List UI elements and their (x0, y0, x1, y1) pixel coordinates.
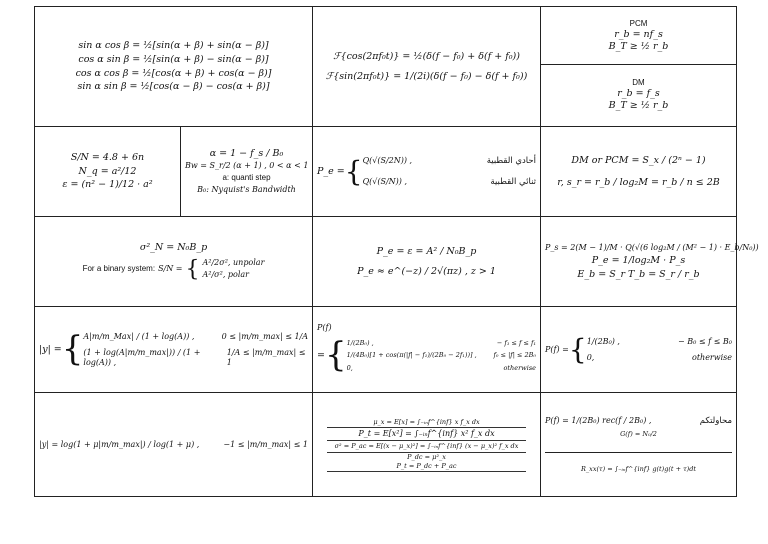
bw-line-2: Bw = S_r/2 (α + 1) , 0 < α < 1 (185, 161, 309, 171)
a-law-cell (35, 307, 313, 393)
moments-cell (313, 393, 541, 497)
psd-line-3: R_xx(τ) = ∫₋ᵢₙf^{inf} g(t)g(t + τ)dt (581, 465, 696, 474)
pe-cases-cell (313, 127, 541, 217)
trig-identities-cell (35, 7, 313, 127)
mary-cell (541, 217, 759, 307)
pe-label-2: ثنائي القطبية (490, 176, 537, 187)
rect-cond-1: − B₀ ≤ f ≤ B₀ (678, 336, 733, 346)
rect-cond-2: otherwise (692, 352, 733, 362)
noise-prefix: For a binary system: (82, 264, 156, 274)
dm-line-2: B_T ≥ ½ r_b (608, 100, 669, 111)
raised-case-1: 1/(2B₀) , (346, 339, 374, 348)
bw-line-3: a: quanti step (222, 173, 271, 183)
dm-pcm-cell (541, 127, 737, 217)
psd-line-2: G(f) = N₀/2 (620, 430, 657, 439)
snr-line-3: ε = (n² − 1)/12 · a² (62, 179, 153, 191)
pe-exp-line-2: P_e ≈ e^(−z) / 2√(πz) , z > 1 (357, 265, 496, 277)
trig-identity-3: cos α cos β = ½[cos(α + β) + cos(α − β)] (75, 67, 272, 79)
snr-line-2: N_q = a²/12 (78, 165, 137, 177)
mulaw-cond: −1 ≤ |m/m_max| ≤ 1 (223, 439, 309, 449)
formula-sheet (34, 6, 759, 496)
snr-cell (35, 127, 181, 217)
formula-table (34, 6, 759, 497)
alaw-cond-2: 1/A ≤ |m/m_max| ≤ 1 (226, 347, 306, 367)
alaw-lhs: |y| = (39, 343, 62, 355)
dm-pcm-line-1: DM or PCM = S_x / (2ⁿ − 1) (571, 154, 706, 166)
rect-cell (541, 307, 737, 393)
raised-cosine-cell (313, 307, 541, 393)
raised-head: P(f) (317, 323, 332, 333)
mary-line-3: E_b = S_r T_b = S_r / r_b (577, 268, 700, 280)
moment-sum: P_t = P_dc + P_ac (327, 461, 526, 472)
pe-exp-cell (313, 217, 541, 307)
trig-identity-1: sin α cos β = ½[sin(α + β) + sin(α − β)] (78, 39, 269, 51)
mu-law-cell (35, 393, 313, 497)
raised-case-3: 0, (346, 363, 353, 372)
fourier-cos: ℱ{cos(2πf₀t)} = ½(δ(f − f₀) + δ(f + f₀)) (333, 50, 520, 62)
fourier-cell (313, 7, 541, 127)
left-brace-icon: { (185, 256, 200, 282)
rect-lhs: P(f) = (545, 344, 569, 354)
moment-mean: μ_x = E[x] = ∫₋ᵢₙf^{inf} x f_x dx (327, 417, 526, 428)
fourier-sin: ℱ{sin(2πf₀t)} = 1/(2i)(δ(f − f₀) − δ(f + f₀)) (325, 70, 528, 82)
noise-case-1: A²/2σ², unpolar (202, 258, 265, 268)
rect-case-1: 1/(2B₀) , (586, 336, 620, 346)
trig-identity-2: cos α sin β = ½[sin(α + β) − sin(α − β)] (78, 53, 269, 65)
dm-pcm-line-2: r, s_r = r_b / log₂M = r_b / n ≤ 2B (557, 176, 720, 188)
moment-total-power: P_t = E[x²] = ∫₋ᵢₙf^{inf} x² f_x dx (327, 428, 526, 441)
mary-line-2: P_e = 1/log₂M · P_s (591, 254, 686, 266)
pe-exp-line-1: P_e = ε = A² / N₀B_p (376, 245, 477, 257)
alaw-cond-1: 0 ≤ |m/m_max| ≤ 1/A (221, 331, 309, 341)
pe-label-1: أحادي القطبية (486, 155, 537, 166)
alaw-case-2: (1 + log(A|m/m_max|)) / (1 + log(A)) , (83, 347, 201, 367)
noise-frac: S/N = (158, 264, 183, 274)
bw-line-1: α = 1 − f_s / B₀ (209, 147, 284, 159)
snr-line-1: S/N = 4.8 + 6n (70, 151, 145, 163)
bandwidth-cell (181, 127, 313, 217)
psd-line-1: P(f) = 1/(2B₀) rec(f / 2B₀) , (545, 415, 652, 425)
noise-case-2: A²/σ², polar (202, 270, 250, 280)
left-brace-icon: { (61, 329, 84, 370)
pe-lhs: P_e = (317, 165, 345, 177)
noise-line-1: σ²_N = N₀B_p (139, 241, 208, 253)
pcm-title: PCM (629, 19, 648, 29)
moment-variance: σ² = P_ac = E[(x − μ_x)²] = ∫₋ᵢₙf^{inf} (x − μ_x)² f_x dx (327, 441, 526, 452)
raised-cond-3: otherwise (503, 363, 537, 372)
dm-block (541, 65, 736, 125)
raised-case-2: 1/(4B₀)[1 + cos(π(|f| − f₁)/(2B₀ − 2f₁))] , (346, 351, 477, 360)
pe-case-2: Q(√(S/N)) , (362, 176, 407, 186)
pcm-line-1: r_b = nf_s (614, 29, 663, 41)
mulaw-eq: |y| = log(1 + μ|m/m_max|) / log(1 + μ) , (39, 439, 200, 449)
raised-lhs: = (317, 349, 325, 361)
raised-cond-2: f₀ ≤ |f| ≤ 2B₀ (493, 351, 537, 360)
psd-cell (541, 393, 737, 497)
moment-dc-power: P_dc = μ²_x (407, 452, 446, 461)
dm-title: DM (632, 78, 645, 88)
bw-line-4: B₀: Nyquist's Bandwidth (197, 185, 296, 195)
alaw-case-1: A|m/m_Max| / (1 + log(A)) , (83, 331, 195, 341)
left-brace-icon: { (568, 333, 587, 366)
trig-identity-4: sin α sin β = ½[cos(α − β) − cos(α + β)] (77, 81, 270, 93)
raised-cond-1: − f₁ ≤ f ≤ f₁ (496, 339, 537, 348)
psd-label: محاولتكم (699, 415, 733, 426)
pcm-line-2: B_T ≥ ½ r_b (608, 41, 669, 52)
left-brace-icon: { (324, 335, 347, 376)
pe-case-1: Q(√(S/2N)) , (362, 156, 413, 166)
pcm-block (541, 8, 736, 64)
rect-case-2: 0, (586, 352, 595, 362)
mary-line-1: P_s = 2(M − 1)/M · Q(√(6 log₂M / (M² − 1) · E_b/N₀)) (545, 242, 759, 252)
pcm-dm-cell (541, 7, 737, 127)
left-brace-icon: { (344, 155, 363, 188)
dm-line-1: r_b = f_s (617, 88, 660, 100)
noise-cell (35, 217, 313, 307)
